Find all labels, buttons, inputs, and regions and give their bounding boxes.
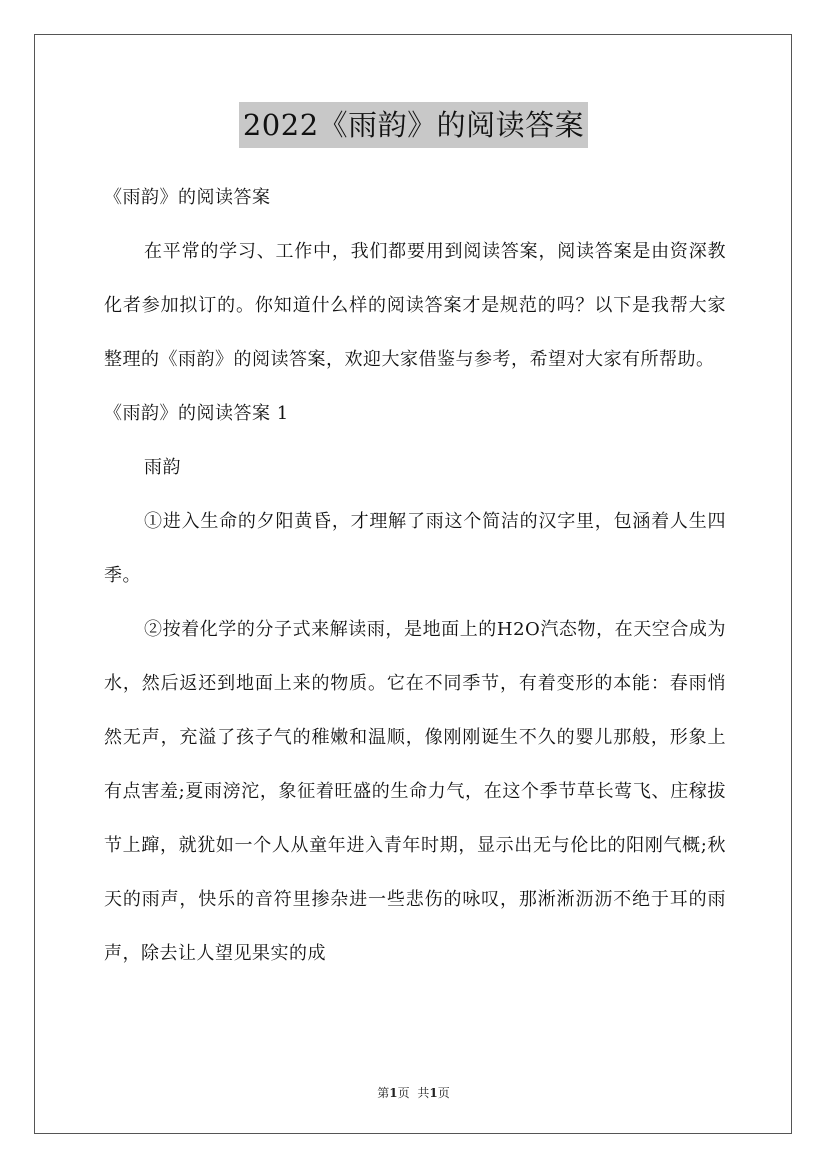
- document-body: [104, 171, 726, 981]
- footer-page-number: 1: [389, 1086, 398, 1100]
- page-footer: [0, 1084, 827, 1101]
- footer-total-unit: 页: [437, 1086, 450, 1100]
- document-title: 2022《雨韵》的阅读答案: [239, 102, 588, 148]
- title-container: [0, 102, 827, 148]
- footer-total-label: 共: [417, 1086, 430, 1100]
- intro-paragraph: 在平常的学习、工作中，我们都要用到阅读答案，阅读答案是由资深教化者参加拟订的。你知道什么样的阅读答案才是规范的吗？以下是我帮大家整理的《雨韵》的阅读答案，欢迎大家借鉴与参考，希望对大家有所帮助。: [104, 241, 726, 370]
- footer-page-unit: 页: [397, 1086, 410, 1100]
- section-heading-1: 《雨韵》的阅读答案 1: [104, 403, 289, 424]
- footer-page-label: 第: [377, 1086, 390, 1100]
- section-heading: 《雨韵》的阅读答案: [104, 187, 271, 208]
- footer-total-number: 1: [429, 1086, 438, 1100]
- essay-title: 雨韵: [144, 457, 181, 478]
- essay-paragraph-1: ①进入生命的夕阳黄昏，才理解了雨这个简洁的汉字里，包涵着人生四季。: [104, 511, 726, 586]
- essay-paragraph-2: ②按着化学的分子式来解读雨，是地面上的H2O汽态物，在天空合成为水，然后返还到地面上来的物质。它在不同季节，有着变形的本能：春雨悄然无声，充溢了孩子气的稚嫩和温顺，像刚刚诞生不久的婴儿那般，形象上有点害羞;夏雨滂沱，象征着旺盛的生命力气，在这个季节草长莺飞、庄稼拔节上蹿，就犹如一个人从童年进入青年时期，显示出无与伦比的阳刚气概;秋天的雨声，快乐的音符里掺杂进一些悲伤的咏叹，那淅淅沥沥不绝于耳的雨声，除去让人望见果实的成: [104, 619, 726, 964]
